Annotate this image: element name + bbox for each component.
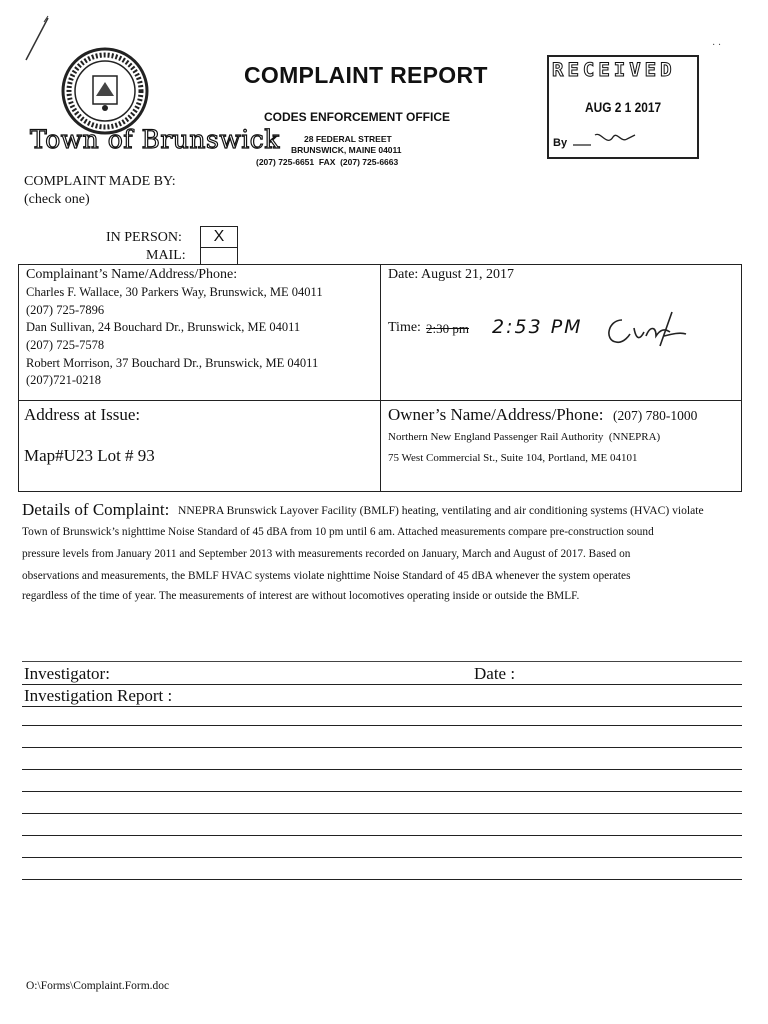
address-issue-label: Address at Issue:: [24, 405, 141, 424]
complaint-made-by-label: COMPLAINT MADE BY:: [24, 174, 176, 189]
complainant-line: (207) 725-7578: [26, 338, 105, 352]
in-person-mark: X: [213, 228, 225, 245]
mail-label: MAIL:: [146, 248, 186, 263]
office-phone-fax: (207) 725-6651 FAX (207) 725-6663: [256, 157, 399, 167]
details-line: regardless of the time of year. The measurements of interest are without locomotives operating inside or outside the BMLF.: [22, 590, 580, 602]
scan-mark: [18, 14, 58, 64]
complainant-line: Robert Morrison, 37 Bouchard Dr., Brunswick, ME 04011: [26, 356, 319, 370]
owner-address: 75 West Commercial St., Suite 104, Portland, ME 04101: [388, 452, 638, 464]
time-label: Time:: [388, 320, 421, 335]
grid-line: [741, 264, 742, 491]
office-city: BRUNSWICK, MAINE 04011: [291, 145, 402, 155]
town-seal-logo: [60, 46, 150, 136]
in-person-label: IN PERSON:: [106, 230, 182, 245]
received-stamp-by: By: [553, 137, 568, 149]
report-line: [22, 769, 742, 770]
town-logo-text: Town of Brunswick: [30, 125, 280, 154]
report-line: [22, 835, 742, 836]
complainant-line: (207)721-0218: [26, 373, 101, 387]
check-one-hint: (check one): [24, 192, 90, 207]
office-street: 28 FEDERAL STREET: [304, 134, 392, 144]
report-line: [22, 813, 742, 814]
investigation-report-label: Investigation Report :: [24, 686, 173, 705]
report-line: [22, 791, 742, 792]
investigation-date-label: Date :: [474, 664, 516, 683]
mail-checkbox[interactable]: [200, 248, 238, 264]
complainant-label: Complainant’s Name/Address/Phone:: [26, 267, 238, 282]
investigation-top-line: [22, 661, 742, 662]
owner-label: Owner’s Name/Address/Phone:: [388, 405, 604, 424]
speck: · ·: [712, 40, 722, 51]
time-handwritten: 2:53 PM: [492, 316, 583, 338]
details-line: pressure levels from January 2011 and September 2013 with measurements recorded on January, March and August of 2017. Based on: [22, 548, 631, 560]
report-title: COMPLAINT REPORT: [244, 62, 488, 88]
report-line: [22, 857, 742, 858]
report-line: [22, 706, 742, 707]
investigator-line: [22, 684, 742, 685]
footer-file-path: O:\Forms\Complaint.Form.doc: [26, 980, 170, 992]
received-stamp-text: RECEIVED: [552, 59, 676, 81]
complainant-line: Dan Sullivan, 24 Bouchard Dr., Brunswick, ME 04011: [26, 320, 301, 334]
details-line: observations and measurements, the BMLF HVAC systems violate nighttime Noise Standard of 45 dBA whenever the system operates: [22, 570, 631, 582]
report-line: [22, 747, 742, 748]
grid-line: [18, 491, 742, 492]
received-stamp: [547, 55, 699, 159]
complaint-date: Date: August 21, 2017: [388, 267, 514, 282]
grid-line: [18, 264, 19, 491]
map-lot: Map#U23 Lot # 93: [24, 446, 155, 465]
time-struck: 2:30 pm: [426, 321, 469, 336]
office-name: CODES ENFORCEMENT OFFICE: [264, 110, 451, 124]
grid-line: [380, 264, 381, 491]
stamp-signature: [571, 129, 641, 151]
investigator-label: Investigator:: [24, 664, 110, 683]
owner-phone: (207) 780-1000: [613, 408, 698, 423]
complainant-line: (207) 725-7896: [26, 303, 105, 317]
details-line: Town of Brunswick’s nighttime Noise Standard of 45 dBA from 10 pm until 6 am. Attached measurements compare pre-construction sound: [22, 526, 654, 538]
details-label: Details of Complaint:: [22, 500, 170, 519]
details-line: NNEPRA Brunswick Layover Facility (BMLF) heating, ventilating and air conditioning systems (HVAC) violate: [178, 504, 704, 517]
report-line: [22, 725, 742, 726]
initials-signature: [600, 306, 690, 354]
in-person-checkbox[interactable]: [200, 226, 238, 248]
complainant-line: Charles F. Wallace, 30 Parkers Way, Brunswick, ME 04011: [26, 285, 323, 299]
report-line: [22, 879, 742, 880]
received-stamp-date: AUG 2 1 2017: [585, 99, 662, 115]
owner-name: Northern New England Passenger Rail Authority (NNEPRA): [388, 431, 661, 443]
